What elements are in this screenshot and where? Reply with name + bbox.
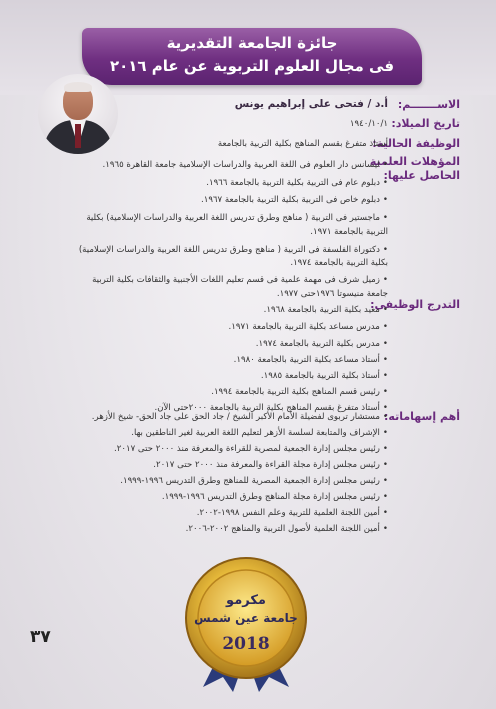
person-name: أ.د / فتحى على إبراهيم يونس bbox=[234, 98, 388, 110]
career-item: • مدرس مساعد بكلية التربية بالجامعة ١٩٧١. bbox=[229, 321, 389, 335]
qualification-item: • دكتوراة الفلسفة فى التربية ( مناهج وطرق تدريس اللغة العربية والدراسات الإسلامية) bbox=[79, 244, 388, 258]
current-job: أستاذ متفرغ بقسم المناهج بكلية التربية بالجامعة bbox=[217, 139, 388, 149]
contribution-item: • رئيس مجلس إدارة الجمعية لمصرية للقراءة والمعرفة منذ ٢٠٠٠ حتى ٢٠١٧. bbox=[114, 443, 388, 457]
career-item: • مدرس بكلية التربية بالجامعة ١٩٧٤. bbox=[256, 338, 388, 352]
field-labels bbox=[369, 0, 460, 709]
qualification-item-cont: جامعة منيسوتا ١٩٧٦حتى ١٩٧٧. bbox=[276, 289, 388, 299]
career-item: • أستاذ مساعد بكلية التربية بالجامعة ١٩٨٠. bbox=[234, 354, 388, 368]
career-item: • رئيس قسم المناهج بكلية التربية بالجامعة ١٩٩٤. bbox=[211, 386, 388, 400]
contribution-item: • رئيس مجلس إدارة مجلة المناهج وطرق التدريس ١٩٩٦-١٩٩٩. bbox=[162, 491, 388, 505]
label-job: الوظيفة الحالية: bbox=[372, 137, 460, 150]
contribution-item: • أمين اللجنة العلمية لأصول التربية والمناهج ٢٠٠٢-٢٠٠٦. bbox=[186, 523, 388, 537]
qualification-item: • زميل شرف فى مهمة علمية فى قسم تعليم اللغات الأجنبية والثقافات بكلية التربية bbox=[92, 274, 388, 288]
career-item: • أستاذ متفرغ بقسم المناهج بكلية التربية بالجامعة ٢٠٠٠حتى الآن. bbox=[154, 402, 388, 416]
contribution-item: • رئيس مجلس إدارة مجلة القراءة والمعرفة منذ ٢٠٠٠ حتى ٢٠١٧. bbox=[153, 459, 388, 473]
career-item: • أستاذ بكلية التربية بالجامعة ١٩٨٥. bbox=[261, 370, 388, 384]
qualification-item: • ماجستير فى التربية ( مناهج وطرق تدريس اللغة العربية والدراسات الإسلامية) بكلية bbox=[86, 212, 388, 226]
medal-text-2: جامعة عين شمس bbox=[194, 611, 298, 625]
honorees-medal bbox=[173, 552, 319, 698]
page-number: ٣٧ bbox=[30, 627, 51, 647]
contribution-item: • أمين اللجنة العلمية للتربية وعلم النفس ١٩٩٨-٢٠٠٢. bbox=[197, 507, 388, 521]
contribution-item: • رئيس مجلس إدارة الجمعية المصرية للمناهج وطرق التدريس ١٩٩٦-١٩٩٩. bbox=[120, 475, 388, 489]
label-birth: تاريخ الميلاد: bbox=[391, 117, 460, 130]
medal-year: 2018 bbox=[222, 634, 270, 654]
label-name: الاســـــــم: bbox=[397, 98, 460, 111]
medal-text-1: مكرمو bbox=[226, 593, 266, 608]
qualification-item-cont: بكلية التربية بالجامعة ١٩٧٤. bbox=[290, 258, 388, 268]
award-subtitle: فى مجال العلوم التربوية عن عام ٢٠١٦ bbox=[109, 57, 395, 75]
label-career: التدرج الوظيفى: bbox=[370, 298, 460, 311]
contribution-item: • الإشراف والمتابعة لسلسة الأزهر لتعليم اللغة العربية لغير الناطقين بها. bbox=[131, 427, 388, 441]
label-quals-2: الحاصل عليها: bbox=[383, 169, 460, 182]
qualification-item: • دبلوم خاص فى التربية بكلية التربية بالجامعة ١٩٦٧. bbox=[201, 194, 388, 208]
award-title: جائزة الجامعة التقديرية bbox=[166, 34, 338, 52]
contribution-item: • مستشار تربوى لفضيلة الأمام الأكبر الشيخ / جاد الحق على جاد الحق- شيخ الأزهر. bbox=[92, 411, 388, 425]
qualification-item-cont: التربية بالجامعة ١٩٧١. bbox=[310, 227, 388, 237]
career-item: • معيد بكلية التربية بالجامعة ١٩٦٨. bbox=[264, 304, 388, 318]
label-quals-1: المؤهلات العلمية bbox=[369, 155, 460, 168]
qualification-item: • دبلوم عام فى التربية بكلية التربية بالجامعة ١٩٦٦. bbox=[206, 177, 388, 191]
label-contributions: أهم إسهاماته: bbox=[384, 410, 460, 423]
qualification-item: • ليسانس دار العلوم فى اللغة العربية والدراسات الإسلامية جامعة القاهرة ١٩٦٥. bbox=[103, 159, 389, 173]
birth-date: ١٩٤٠/١٠/١ bbox=[349, 119, 388, 129]
